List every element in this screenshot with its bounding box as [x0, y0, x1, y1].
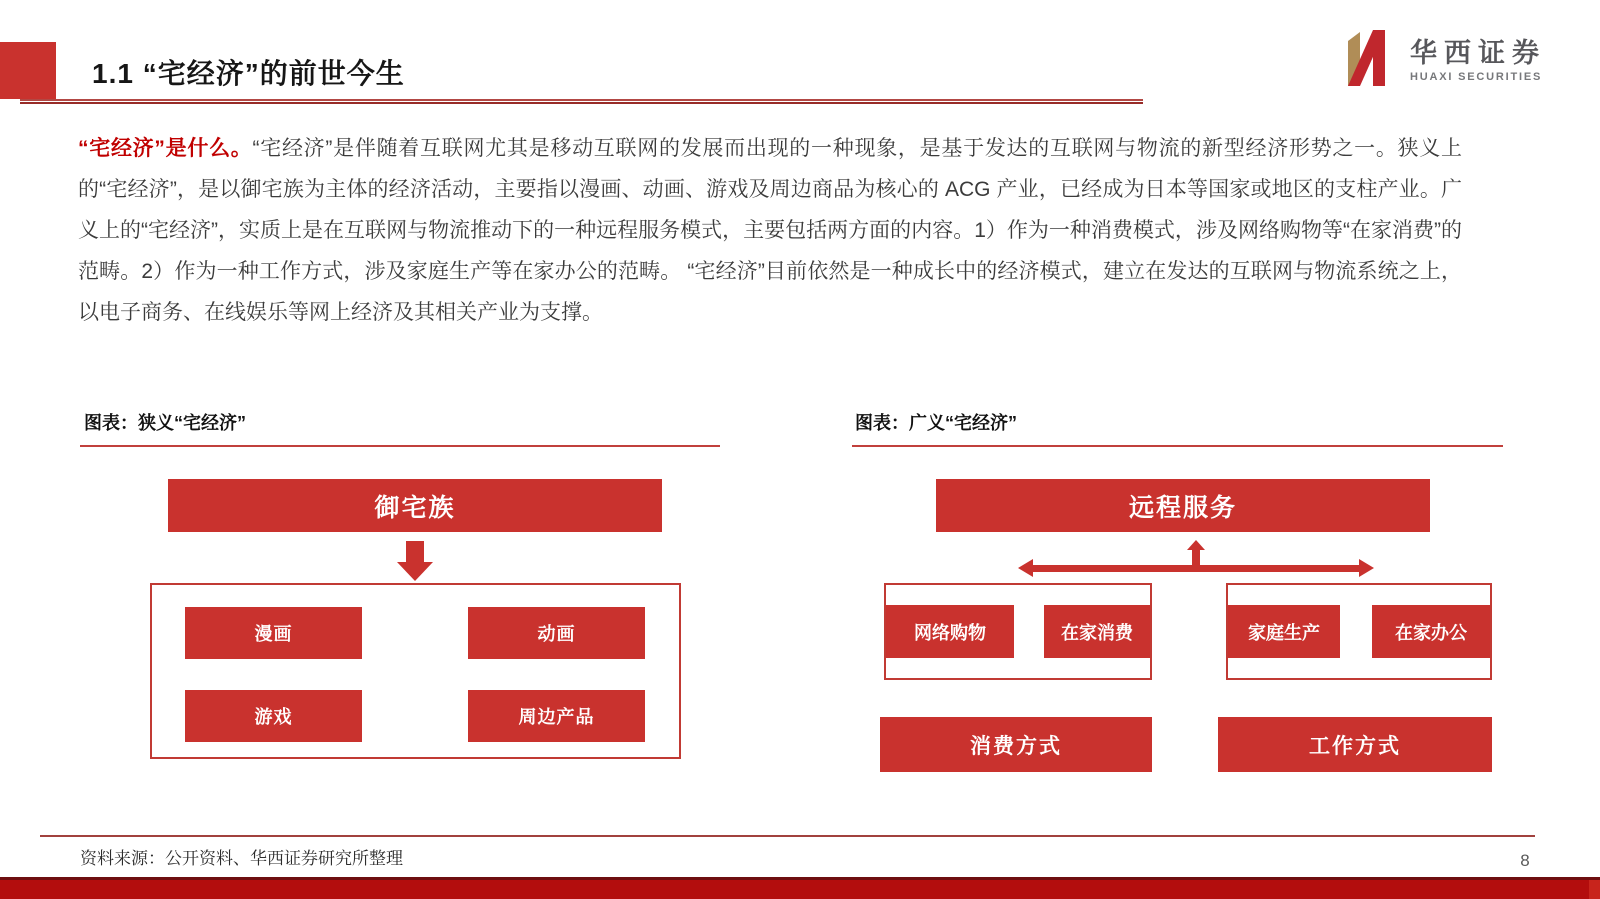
figure-left-caption: 图表：狭义“宅经济”: [84, 413, 246, 433]
node-peripheral-goods: 周边产品: [468, 690, 645, 742]
logo-name-en: HUAXI SECURITIES: [1410, 71, 1543, 83]
logo-name-cn: 华西证券: [1410, 38, 1546, 68]
company-logo: [1340, 28, 1546, 93]
node-otaku: 御宅族: [168, 479, 662, 532]
node-consumption-mode: 消费方式: [880, 717, 1152, 772]
source-note: 资料来源：公开资料、华西证券研究所整理: [80, 849, 403, 868]
page-number: 8: [1520, 851, 1530, 870]
footer-rule: [40, 835, 1535, 837]
node-work-mode: 工作方式: [1218, 717, 1492, 772]
title-underline: [20, 99, 1143, 105]
intro-paragraph: [78, 128, 1462, 333]
figure-left-caption-rule: [80, 445, 720, 447]
corner-accent-square: [0, 42, 56, 99]
node-home-consumption: 在家消费: [1044, 605, 1150, 658]
figure-right-work-container: [1226, 583, 1492, 680]
node-manga: 漫画: [185, 607, 362, 659]
paragraph-lead: “宅经济”是什么。: [78, 137, 253, 160]
node-online-shopping: 网络购物: [886, 605, 1014, 658]
down-arrow-icon: [397, 541, 433, 581]
figure-right-caption: 图表：广义“宅经济”: [855, 413, 1017, 433]
figure-right-consume-container: [884, 583, 1152, 680]
node-anime: 动画: [468, 607, 645, 659]
huaxi-logo-icon: [1340, 28, 1400, 93]
page-title: 1.1 “宅经济”的前世今生: [92, 58, 405, 89]
double-arrow-connector-icon: [1018, 540, 1374, 580]
paragraph-body: “宅经济”是伴随着互联网尤其是移动互联网的发展而出现的一种现象，是基于发达的互联网与物流的新型经济形势之一。狭义上的“宅经济”，是以御宅族为主体的经济活动，主要指以漫画、动画、游戏及周边商品为核心的 ACG 产业，已经成为日本等国家或地区的支柱产业。广义上的“宅经济”，实质上是在互联网与物流推动下的一种远程服务模式，主要包括两方面的内容。1）作为一种消费模式，涉及网络购物等“在家消费”的范畴。2）作为一种工作方式，涉及家庭生产等在家办公的范畴。 “宅经济”目前依然是一种成长中的经济模式，建立在发达的互联网与物流系统之上，以电子商务、在线娱乐等网上经济及其相关产业为支撑。: [78, 137, 1463, 324]
node-remote-service: 远程服务: [936, 479, 1430, 532]
node-home-production: 家庭生产: [1228, 605, 1340, 658]
bottom-accent-bar: [0, 877, 1600, 899]
bottom-bar-right-tip: [1589, 880, 1600, 899]
figure-right-caption-rule: [852, 445, 1503, 447]
node-home-office: 在家办公: [1372, 605, 1490, 658]
node-game: 游戏: [185, 690, 362, 742]
